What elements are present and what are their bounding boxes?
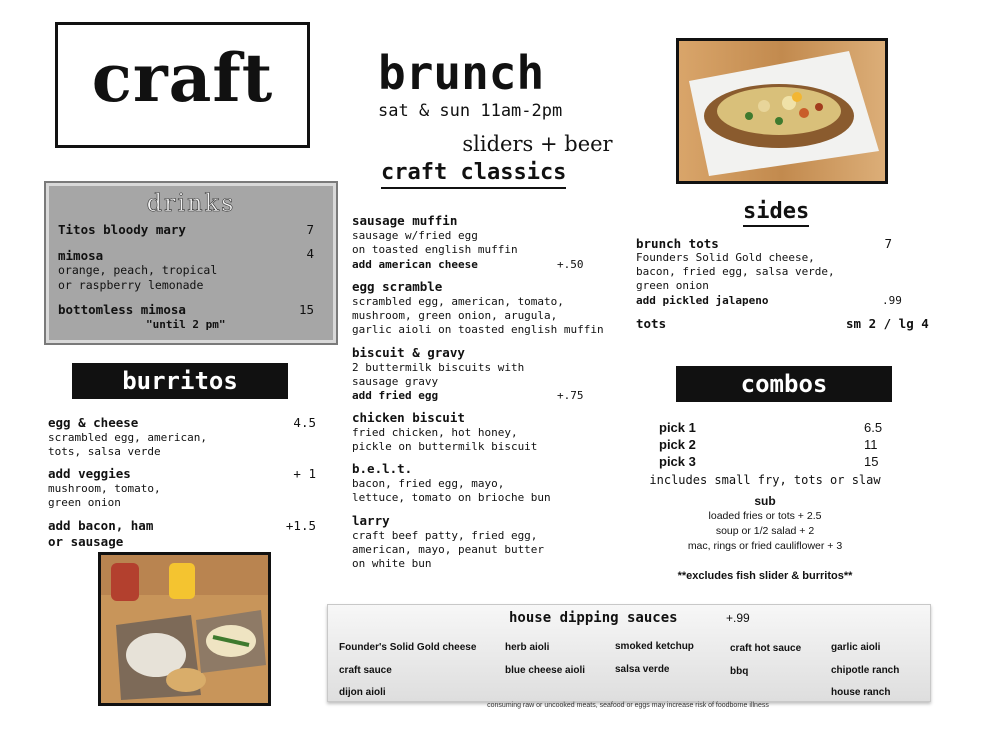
burrito-name: egg & cheese <box>48 415 139 430</box>
combo-name: pick 1 <box>659 420 696 435</box>
burrito-desc: scrambled egg, american, <box>48 431 207 444</box>
page-title: brunch <box>378 46 545 100</box>
classic-desc: 2 buttermilk biscuits with <box>352 361 525 374</box>
classic-name: sausage muffin <box>352 213 458 228</box>
drink-desc: orange, peach, tropical <box>58 263 218 277</box>
sauce-item: bbq <box>730 666 749 677</box>
sauce-item: chipotle ranch <box>831 665 900 676</box>
burrito-name: add veggies <box>48 466 131 481</box>
combos-banner: combos <box>676 366 892 402</box>
sauce-item: salsa verde <box>615 664 670 675</box>
drink-price: 4 <box>306 246 314 261</box>
combo-name: pick 2 <box>659 437 696 452</box>
sauces-title: house dipping sauces <box>509 610 678 626</box>
classic-desc: american, mayo, peanut butter <box>352 543 545 556</box>
disclaimer: consuming raw or uncooked meats, seafood or eggs may increase risk of foodborne illness <box>487 702 769 709</box>
classic-addon: add fried egg <box>352 389 439 402</box>
classic-addon-price: +.75 <box>557 389 584 402</box>
combo-name: pick 3 <box>659 454 696 469</box>
hours-text: sat & sun 11am-2pm <box>378 101 563 121</box>
tots-photo <box>676 38 888 184</box>
drinks-section <box>44 181 338 345</box>
sauce-item: garlic aioli <box>831 642 881 653</box>
side-name: tots <box>636 316 667 331</box>
classic-addon: add american cheese <box>352 258 478 271</box>
sauce-item: house ranch <box>831 687 891 698</box>
sauce-item: craft sauce <box>339 665 392 676</box>
combo-sub-title: sub <box>754 494 776 508</box>
combo-price: 6.5 <box>864 420 883 435</box>
combo-sub-option: loaded fries or tots + 2.5 <box>708 510 822 522</box>
drink-price: 7 <box>306 222 314 237</box>
side-addon: add pickled jalapeno <box>636 294 769 307</box>
burritos-banner: burritos <box>72 363 288 399</box>
sauces-section <box>327 604 931 702</box>
side-desc: Founders Solid Gold cheese, <box>636 251 815 264</box>
classic-desc: lettuce, tomato on brioche bun <box>352 491 551 504</box>
logo-tagline: sliders + beer <box>443 132 633 156</box>
combo-price: 11 <box>864 437 878 452</box>
sauce-item: smoked ketchup <box>615 641 694 652</box>
burrito-price: 4.5 <box>293 415 316 430</box>
sauce-item: blue cheese aioli <box>505 665 586 676</box>
side-desc: green onion <box>636 279 709 292</box>
burrito-desc: green onion <box>48 496 121 509</box>
logo <box>55 22 310 148</box>
sauce-item: dijon aioli <box>339 687 386 698</box>
side-name: brunch tots <box>636 236 719 251</box>
drinks-title: drinks <box>146 189 236 217</box>
classic-name: larry <box>352 513 390 528</box>
classic-desc: scrambled egg, american, tomato, <box>352 295 564 308</box>
drink-note: "until 2 pm" <box>146 318 226 331</box>
side-addon-price: .99 <box>882 294 902 307</box>
side-price: 7 <box>884 236 892 251</box>
classic-desc: fried chicken, hot honey, <box>352 426 518 439</box>
drink-desc: or raspberry lemonade <box>58 278 204 292</box>
drink-name: bottomless mimosa <box>58 302 186 317</box>
burrito-desc: mushroom, tomato, <box>48 482 161 495</box>
classic-desc: on white bun <box>352 557 432 570</box>
side-desc: bacon, fried egg, salsa verde, <box>636 265 835 278</box>
logo-wordmark: craft <box>91 39 274 117</box>
sauces-price: +.99 <box>726 611 750 625</box>
burrito-price: +1.5 <box>285 518 316 533</box>
classic-desc: sausage w/fried egg <box>352 229 478 242</box>
burrito-name: or sausage <box>48 534 124 549</box>
burrito-price: + 1 <box>293 466 316 481</box>
burrito-desc: tots, salsa verde <box>48 445 161 458</box>
classic-desc: pickle on buttermilk biscuit <box>352 440 538 453</box>
combo-price: 15 <box>864 454 879 469</box>
classic-desc: craft beef patty, fried egg, <box>352 529 538 542</box>
side-price: sm 2 / lg 4 <box>846 316 929 331</box>
classic-name: biscuit & gravy <box>352 345 465 360</box>
classic-addon-price: +.50 <box>557 258 584 271</box>
burrito-name: add bacon, ham <box>48 518 154 533</box>
combo-sub-option: mac, rings or fried cauliflower + 3 <box>687 540 843 552</box>
sides-title: sides <box>743 199 809 227</box>
combo-sub-option: soup or 1/2 salad + 2 <box>715 525 815 537</box>
combo-includes: includes small fry, tots or slaw <box>649 473 881 487</box>
classic-desc: mushroom, green onion, arugula, <box>352 309 558 322</box>
classic-name: egg scramble <box>352 279 443 294</box>
sauce-item: herb aioli <box>505 642 550 653</box>
drink-name: Titos bloody mary <box>58 222 186 237</box>
classic-desc: garlic aioli on toasted english muffin <box>352 323 604 336</box>
classics-title: craft classics <box>381 160 566 189</box>
combo-excludes: **excludes fish slider & burritos** <box>677 570 853 582</box>
classic-name: b.e.l.t. <box>352 461 413 476</box>
drink-name: mimosa <box>58 248 104 263</box>
drink-price: 15 <box>298 302 314 317</box>
classic-desc: sausage gravy <box>352 375 439 388</box>
classic-desc: on toasted english muffin <box>352 243 518 256</box>
sauce-item: Founder's Solid Gold cheese <box>339 642 477 653</box>
classic-desc: bacon, fried egg, mayo, <box>352 477 505 490</box>
biscuit-photo <box>98 552 271 706</box>
classic-name: chicken biscuit <box>352 410 465 425</box>
sauce-item: craft hot sauce <box>730 643 802 654</box>
